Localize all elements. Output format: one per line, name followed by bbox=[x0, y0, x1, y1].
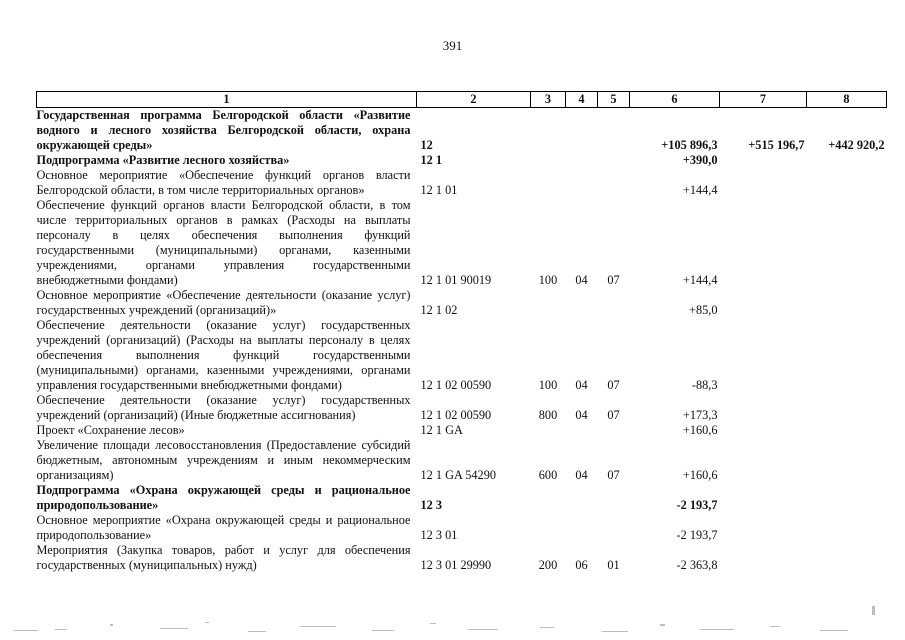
row-subsection: 01 bbox=[607, 558, 620, 572]
row-section bbox=[566, 108, 598, 154]
row-amount-col7 bbox=[720, 168, 807, 198]
row-expense-type: 800 bbox=[538, 408, 558, 422]
table-row bbox=[37, 423, 887, 438]
row-amount-col6: +160,6 bbox=[682, 423, 718, 437]
row-name: Основное мероприятие «Охрана окружающей среды и рациональное природопользование» bbox=[36, 513, 411, 542]
row-code: 12 bbox=[420, 138, 433, 152]
row-subsection: 07 bbox=[607, 273, 620, 287]
row-amount-col6: -2 363,8 bbox=[676, 558, 718, 572]
row-section: 04 bbox=[575, 468, 588, 482]
column-header: 4 bbox=[566, 92, 598, 108]
row-subsection bbox=[598, 513, 630, 543]
row-code: 12 1 01 bbox=[420, 183, 458, 197]
table-row bbox=[37, 393, 887, 423]
row-amount-col8 bbox=[807, 318, 887, 393]
row-amount-col7 bbox=[720, 318, 807, 393]
column-header: 1 bbox=[37, 92, 417, 108]
row-amount-col7 bbox=[720, 438, 807, 483]
row-section bbox=[566, 513, 598, 543]
row-section: 04 bbox=[575, 378, 588, 392]
row-subsection bbox=[598, 108, 630, 154]
table-row bbox=[37, 438, 887, 483]
row-amount-col6: -2 193,7 bbox=[676, 528, 718, 542]
row-subsection bbox=[598, 168, 630, 198]
row-amount-col6: -2 193,7 bbox=[676, 498, 718, 512]
row-amount-col8 bbox=[807, 168, 887, 198]
row-name: Подпрограмма «Охрана окружающей среды и рациональное природопользование» bbox=[36, 483, 411, 512]
row-amount-col8 bbox=[807, 393, 887, 423]
row-name: Основное мероприятие «Обеспечение функций органов власти Белгородской области, в том числе территориальных органов» bbox=[36, 168, 411, 197]
row-amount-col7 bbox=[720, 513, 807, 543]
row-section: 04 bbox=[575, 273, 588, 287]
column-header: 7 bbox=[720, 92, 807, 108]
row-name: Увеличение площади лесовосстановления (Предоставление субсидий бюджетным, автономным учреждениям и иным некоммерческим организациям) bbox=[36, 438, 411, 482]
row-amount-col8 bbox=[807, 423, 887, 438]
row-section bbox=[566, 168, 598, 198]
row-amount-col7 bbox=[720, 423, 807, 438]
row-subsection bbox=[598, 483, 630, 513]
row-amount-col6: +144,4 bbox=[682, 183, 718, 197]
table-row bbox=[37, 153, 887, 168]
table-row bbox=[37, 318, 887, 393]
row-name: Подпрограмма «Развитие лесного хозяйства» bbox=[36, 153, 290, 167]
row-section bbox=[566, 153, 598, 168]
row-subsection: 07 bbox=[607, 378, 620, 392]
row-expense-type bbox=[531, 108, 566, 154]
row-amount-col7 bbox=[720, 393, 807, 423]
row-code: 12 3 01 bbox=[420, 528, 458, 542]
row-name: Мероприятия (Закупка товаров, работ и услуг для обеспечения государственных (муниципальных) нужд) bbox=[36, 543, 411, 572]
row-amount-col8 bbox=[807, 288, 887, 318]
row-section: 06 bbox=[575, 558, 588, 572]
row-amount-col8 bbox=[807, 483, 887, 513]
row-subsection bbox=[598, 423, 630, 438]
row-name: Основное мероприятие «Обеспечение деятельности (оказание услуг) государственных учреждений (организаций)» bbox=[36, 288, 411, 317]
row-code: 12 1 02 00590 bbox=[420, 378, 492, 392]
scan-noise-decoration bbox=[0, 600, 905, 640]
row-expense-type bbox=[531, 423, 566, 438]
column-header: 3 bbox=[531, 92, 566, 108]
row-expense-type bbox=[531, 483, 566, 513]
row-name: Обеспечение деятельности (оказание услуг) государственных учреждений (организаций) (Расходы на выплаты персоналу в целях обеспечения выполнения функций государственными (муниципальными) органами, казенными учреждениями, органами управления государственными внебюджетными фондами) bbox=[36, 318, 411, 392]
row-amount-col7 bbox=[720, 483, 807, 513]
table-row bbox=[37, 108, 887, 154]
row-code: 12 1 01 90019 bbox=[420, 273, 492, 287]
row-amount-col6: +144,4 bbox=[682, 273, 718, 287]
table-row bbox=[37, 513, 887, 543]
row-code: 12 1 02 00590 bbox=[420, 408, 492, 422]
row-amount-col7 bbox=[720, 288, 807, 318]
table-row bbox=[37, 543, 887, 573]
row-expense-type: 100 bbox=[538, 273, 558, 287]
row-name: Обеспечение деятельности (оказание услуг) государственных учреждений (организаций) (Иные бюджетные ассигнования) bbox=[36, 393, 411, 422]
row-section bbox=[566, 483, 598, 513]
table-row bbox=[37, 288, 887, 318]
row-amount-col6: +173,3 bbox=[682, 408, 718, 422]
row-amount-col8 bbox=[807, 543, 887, 573]
column-header: 6 bbox=[630, 92, 720, 108]
table-row bbox=[37, 168, 887, 198]
row-amount-col7: +515 196,7 bbox=[748, 138, 805, 152]
row-subsection bbox=[598, 288, 630, 318]
budget-table bbox=[36, 91, 887, 573]
page-number: 391 bbox=[442, 38, 463, 53]
row-code: 12 1 02 bbox=[420, 303, 458, 317]
row-subsection: 07 bbox=[607, 468, 620, 482]
row-code: 12 3 bbox=[420, 498, 443, 512]
row-name: Государственная программа Белгородской области «Развитие водного и лесного хозяйства Белгородской области, охрана окружающей среды» bbox=[36, 108, 411, 152]
row-amount-col7 bbox=[720, 543, 807, 573]
row-section: 04 bbox=[575, 408, 588, 422]
row-amount-col6: +160,6 bbox=[682, 468, 718, 482]
row-amount-col7 bbox=[720, 153, 807, 168]
row-name: Проект «Сохранение лесов» bbox=[36, 423, 185, 437]
row-amount-col6: -88,3 bbox=[691, 378, 718, 392]
row-amount-col6: +390,0 bbox=[682, 153, 718, 167]
table-row bbox=[37, 483, 887, 513]
row-subsection: 07 bbox=[607, 408, 620, 422]
row-subsection bbox=[598, 153, 630, 168]
row-amount-col7 bbox=[720, 198, 807, 288]
row-amount-col8 bbox=[807, 513, 887, 543]
table-header bbox=[37, 92, 887, 108]
row-amount-col8 bbox=[807, 438, 887, 483]
row-expense-type bbox=[531, 513, 566, 543]
row-expense-type bbox=[531, 168, 566, 198]
row-amount-col8: +442 920,2 bbox=[828, 138, 885, 152]
row-name: Обеспечение функций органов власти Белгородской области, в том числе территориальных органов в рамках (Расходы на выплаты персоналу в целях обеспечения выполнения функций государственными (муниципальными) органами, казенными учреждениями, органами управления государственными внебюджетными фондами) bbox=[36, 198, 411, 287]
row-expense-type: 600 bbox=[538, 468, 558, 482]
column-header: 2 bbox=[417, 92, 531, 108]
row-amount-col8 bbox=[807, 198, 887, 288]
column-header: 8 bbox=[807, 92, 887, 108]
row-section bbox=[566, 423, 598, 438]
row-code: 12 1 GA 54290 bbox=[420, 468, 496, 482]
row-amount-col6: +85,0 bbox=[689, 303, 718, 317]
row-code: 12 3 01 29990 bbox=[420, 558, 492, 572]
row-code: 12 1 bbox=[420, 153, 443, 167]
row-code: 12 1 GA bbox=[420, 423, 463, 437]
row-amount-col8 bbox=[807, 153, 887, 168]
row-amount-col6: +105 896,3 bbox=[661, 138, 718, 152]
row-expense-type: 100 bbox=[538, 378, 558, 392]
row-expense-type bbox=[531, 153, 566, 168]
table-body bbox=[37, 108, 887, 574]
row-expense-type bbox=[531, 288, 566, 318]
table-row bbox=[37, 198, 887, 288]
column-header: 5 bbox=[598, 92, 630, 108]
row-section bbox=[566, 288, 598, 318]
row-expense-type: 200 bbox=[538, 558, 558, 572]
